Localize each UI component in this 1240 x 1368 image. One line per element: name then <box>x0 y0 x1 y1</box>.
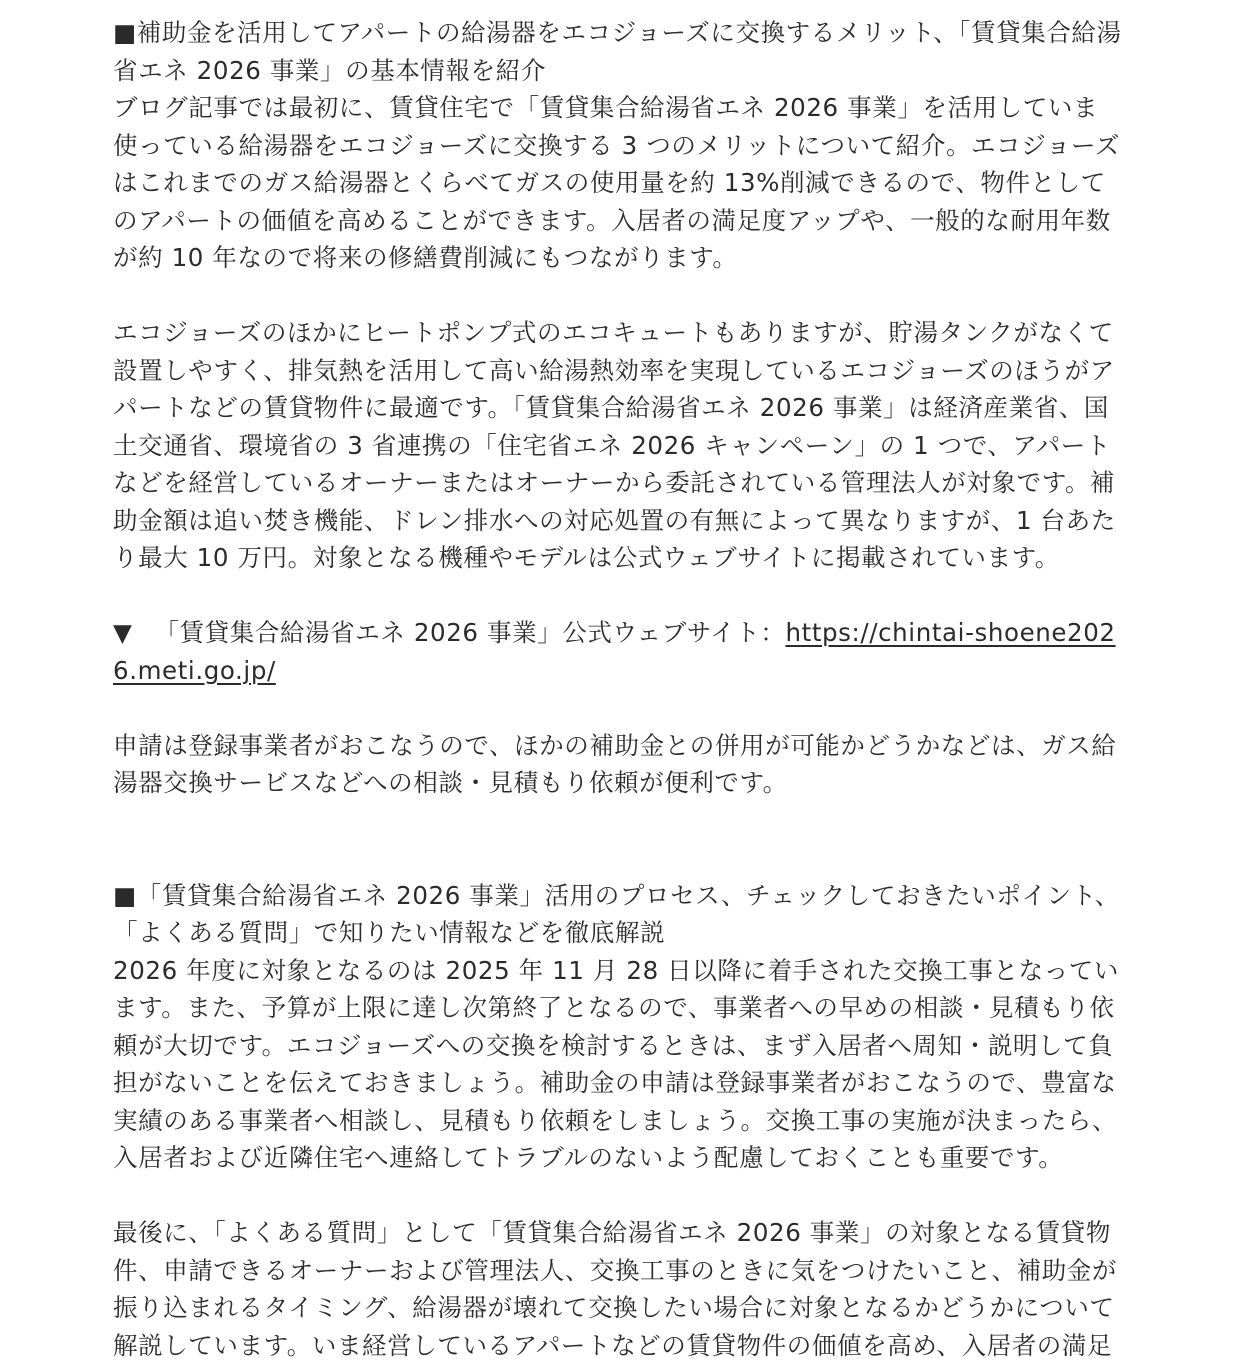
spacer <box>113 802 1123 877</box>
official-site-line <box>113 614 1123 689</box>
article-body <box>113 14 1123 1364</box>
spacer <box>113 277 1123 315</box>
section1-paragraph-1: ブログ記事では最初に、賃貸住宅で「賃貸集合給湯省エネ 2026 事業」を活用していま使っている給湯器をエコジョーズに交換する 3 つのメリットについて紹介。エコジョーズはこれまでのガス給湯器とくらべてガスの使用量を約 13%削減できるので、物件としてのアパートの価値を高めることができます。入居者の満足度アップや、一般的な耐用年数が約 10 年なので将来の修繕費削減にもつながります。 <box>113 93 1120 272</box>
section1-paragraph-3: 申請は登録事業者がおこなうので、ほかの補助金との併用が可能かどうかなどは、ガス給湯器交換サービスなどへの相談・見積もり依頼が便利です。 <box>113 730 1117 797</box>
section2-paragraph-1: 2026 年度に対象となるのは 2025 年 11 月 28 日以降に着手された交換工事となっています。また、予算が上限に達し次第終了となるので、事業者への早めの相談・見積もり依頼が大切です。エコジョーズへの交換を検討するときは、まず入居者へ周知・説明して負担がないことを伝えておきましょう。補助金の申請は登録事業者がおこなうので、豊富な実績のある事業者へ相談し、見積もり依頼をしましょう。交換工事の実施が決まったら、入居者および近隣住宅へ連絡してトラブルのないよう配慮しておくことも重要です。 <box>113 955 1119 1172</box>
section1-paragraph-2: エコジョーズのほかにヒートポンプ式のエコキュートもありますが、貯湯タンクがなくて設置しやすく、排気熱を活用して高い給湯熱効率を実現しているエコジョーズのほうがアパートなどの賃貸物件に最適です。「賃貸集合給湯省エネ 2026 事業」は経済産業省、国土交通省、環境省の 3 省連携の「住宅省エネ 2026 キャンペーン」の 1 つで、アパートなどを経営しているオーナーまたはオーナーから委託されている管理法人が対象です。補助金額は追い焚き機能、ドレン排水への対応処置の有無によって異なりますが、1 台あたり最大 10 万円。対象となる機種やモデルは公式ウェブサイトに掲載されています。 <box>113 318 1116 572</box>
section2-paragraph-2: 最後に、「よくある質問」として「賃貸集合給湯省エネ 2026 事業」の対象となる賃貸物件、申請できるオーナーおよび管理法人、交換工事のときに気をつけたいこと、補助金が振り込まれるタイミング、給湯器が壊れて交換したい場合に対象となるかどうかについて解説しています。いま経営しているアパートなどの賃貸物件の価値を高め、入居者の満足 <box>113 1218 1117 1360</box>
spacer <box>113 1177 1123 1215</box>
official-site-label: 「賃貸集合給湯省エネ 2026 事業」公式ウェブサイト： <box>154 618 786 647</box>
official-site-link[interactable]: https://chintai-shoene2026.meti.go.jp/ <box>113 618 1116 685</box>
spacer <box>113 689 1123 727</box>
section2-heading: ■「賃貸集合給湯省エネ 2026 事業」活用のプロセス、チェックしておきたいポイント、「よくある質問」で知りたい情報などを徹底解説 <box>113 880 1120 947</box>
section1-heading: ■補助金を活用してアパートの給湯器をエコジョーズに交換するメリット、「賃貸集合給湯省エネ 2026 事業」の基本情報を紹介 <box>113 18 1122 85</box>
spacer <box>113 577 1123 615</box>
triangle-down-icon: ▼ <box>113 618 133 647</box>
